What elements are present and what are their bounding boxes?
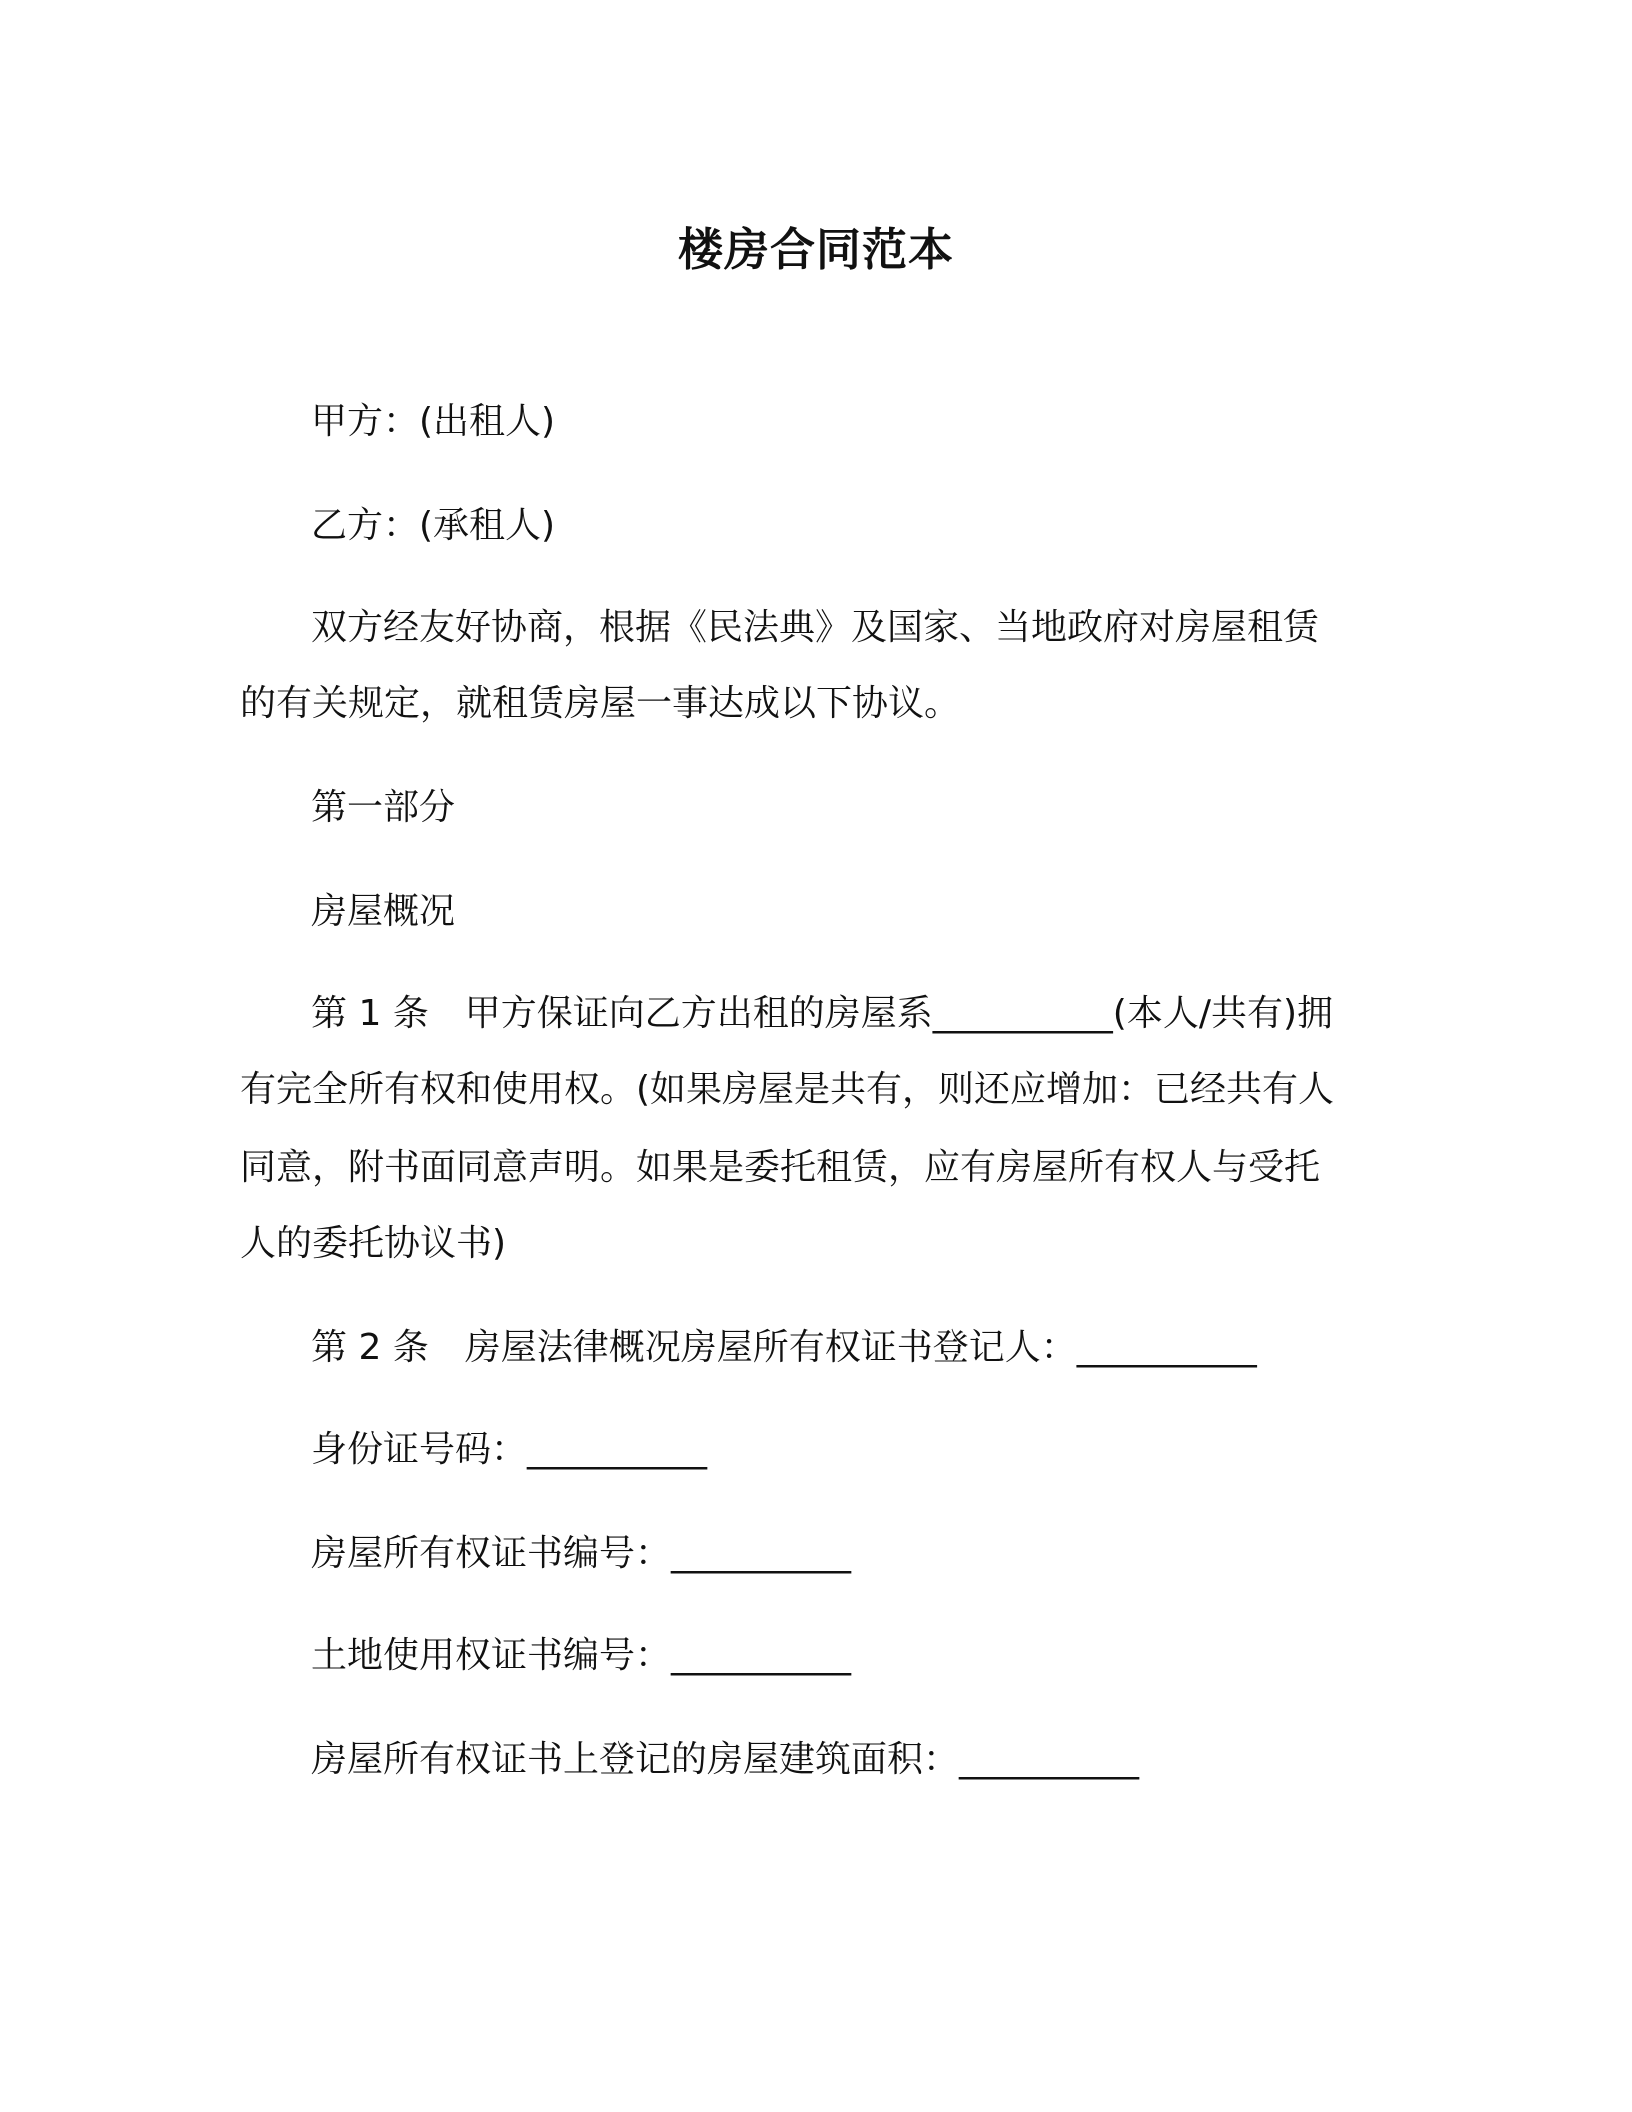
section-heading: 房屋概况 [311,891,456,932]
building-area-line: 房屋所有权证书上登记的房屋建筑面积：__________ [311,1739,1140,1780]
document-title: 楼房合同范本 [677,223,954,276]
ownership-cert-line: 房屋所有权证书编号：__________ [311,1533,852,1574]
party-b-line: 乙方：(承租人) [311,505,556,546]
land-use-cert-line: 土地使用权证书编号：__________ [311,1635,852,1676]
article-1-line-1: 第 1 条 甲方保证向乙方出租的房屋系__________(本人/共有)拥 [311,993,1334,1034]
part-heading: 第一部分 [311,787,456,828]
article-1-line-4: 人的委托协议书) [240,1223,507,1264]
id-number-line: 身份证号码：__________ [311,1429,708,1470]
article-2-line-1: 第 2 条 房屋法律概况房屋所有权证书登记人：__________ [311,1327,1257,1368]
party-a-line: 甲方：(出租人) [311,401,556,442]
intro-line-2: 的有关规定，就租赁房屋一事达成以下协议。 [240,683,961,724]
article-1-line-2: 有完全所有权和使用权。(如果房屋是共有，则还应增加：已经共有人 [240,1069,1335,1110]
intro-line-1: 双方经友好协商，根据《民法典》及国家、当地政府对房屋租赁 [311,607,1320,648]
article-1-line-3: 同意，附书面同意声明。如果是委托租赁，应有房屋所有权人与受托 [240,1147,1321,1188]
